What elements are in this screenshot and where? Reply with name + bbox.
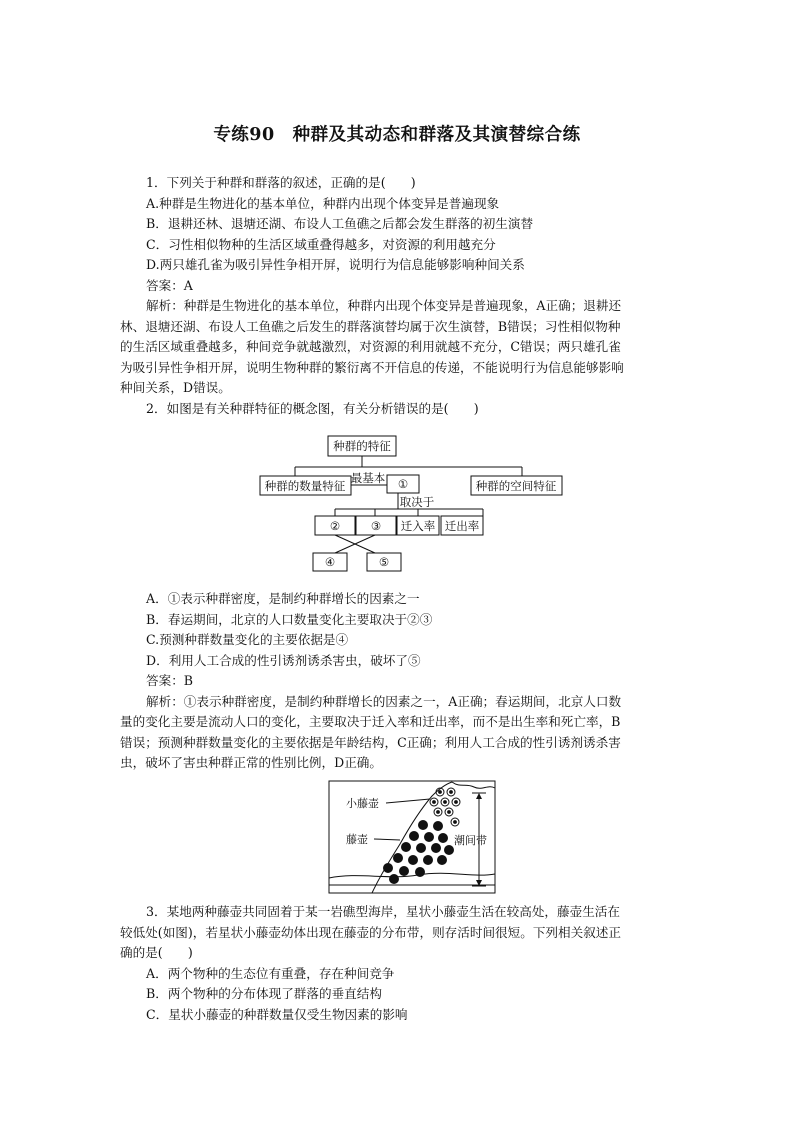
analysis-line: 解析：①表示种群密度，是制约种群增长的因素之一，A正确；春运期间，北京人口数	[146, 693, 622, 709]
option-b: B．两个物种的分布体现了群落的垂直结构	[146, 986, 382, 1001]
label-intertidal: 潮间带	[454, 834, 487, 847]
barnacle-figure	[328, 780, 496, 894]
analysis-line: 的生活区域重叠越多，种间竞争就越激烈，对资源的利用就越不充分，C错误；两只雄孔雀	[120, 339, 621, 354]
diagram-node-1-label: ①	[397, 477, 409, 491]
question-stem: 确的是( )	[120, 945, 193, 960]
diagram-emigration-label: 迁出率	[444, 519, 480, 533]
diagram-node-5-label: ⑤	[378, 555, 390, 569]
diagram-quantity-label: 种群的数量特征	[264, 479, 346, 493]
analysis-line: 为吸引异性争相开屏，说明生物种群的繁衍离不开信息的传递，不能说明行为信息能够影响	[120, 359, 624, 375]
question-stem: 较低处(如图)，若星状小藤壶幼体出现在藤壶的分布带，则存活时间很短。下列相关叙述正	[120, 924, 621, 940]
question-stem: 2．如图是有关种群特征的概念图，有关分析错误的是( )	[146, 400, 479, 416]
option-a: A.种群是生物进化的基本单位，种群内出现个体变异是普遍现象	[146, 195, 500, 211]
diagram-node-4-label: ④	[324, 555, 336, 569]
option-d: D.两只雄孔雀为吸引异性争相开屏，说明行为信息能够影响种间关系	[146, 257, 525, 272]
analysis-line: 虫，破坏了害虫种群正常的性别比例，D正确。	[120, 755, 382, 770]
analysis-line: 解析：种群是生物进化的基本单位，种群内出现个体变异是普遍现象，A正确；退耕还	[146, 298, 622, 313]
diagram-node-2-label: ②	[329, 519, 341, 533]
question-stem: 1．下列关于种群和群落的叙述，正确的是( )	[146, 175, 416, 190]
option-c: C．习性相似物种的生活区域重叠得越多，对资源的利用越充分	[146, 236, 496, 252]
label-barnacle: 藤壶	[346, 833, 368, 846]
diagram-decides-label: 取决于	[399, 495, 435, 509]
option-b: B．春运期间，北京的人口数量变化主要取决于②③	[146, 611, 433, 627]
concept-diagram	[255, 432, 565, 577]
diagram-node-3-label: ③	[370, 519, 382, 533]
analysis-line: 林、退塘还湖、布设人工鱼礁之后发生的群落演替均属于次生演替，B错误；习性相似物种	[120, 318, 621, 334]
option-a: A．①表示种群密度，是制约种群增长的因素之一	[146, 591, 420, 606]
option-c: C.预测种群数量变化的主要依据是④	[146, 632, 349, 647]
analysis-line: 错误；预测种群数量变化的主要依据是年龄结构，C正确；利用人工合成的性引诱剂诱杀害	[120, 734, 621, 750]
label-small-barnacle: 小藤壶	[346, 797, 379, 810]
option-d: D．利用人工合成的性引诱剂诱杀害虫，破坏了⑤	[146, 652, 421, 668]
diagram-spatial-label: 种群的空间特征	[475, 479, 557, 493]
question-3	[120, 902, 680, 1025]
answer: 答案：A	[146, 277, 193, 293]
option-c: C．星状小藤壶的种群数量仅受生物因素的影响	[146, 1006, 408, 1022]
question-2	[120, 589, 680, 774]
answer: 答案：B	[146, 673, 194, 688]
option-b: B．退耕还林、退塘还湖、布设人工鱼礁之后都会发生群落的初生演替	[146, 216, 534, 231]
diagram-root-label: 种群的特征	[333, 439, 391, 453]
page-title: 专练90 种群及其动态和群落及其演替综合练	[213, 125, 581, 145]
question-1	[120, 173, 680, 419]
barnacles	[383, 820, 454, 884]
analysis-line: 种间关系，D错误。	[120, 380, 231, 395]
analysis-line: 量的变化主要是流动人口的变化，主要取决于迁入率和迁出率，而不是出生率和死亡率，B	[120, 714, 621, 729]
question-stem: 3．某地两种藤壶共同固着于某一岩礁型海岸，星状小藤壶生活在较高处，藤壶生活在	[146, 904, 620, 919]
diagram-immigration-label: 迁入率	[400, 519, 436, 533]
option-a: A．两个物种的生态位有重叠，存在种间竞争	[146, 965, 395, 981]
diagram-basic-label: 最基本	[350, 471, 386, 485]
